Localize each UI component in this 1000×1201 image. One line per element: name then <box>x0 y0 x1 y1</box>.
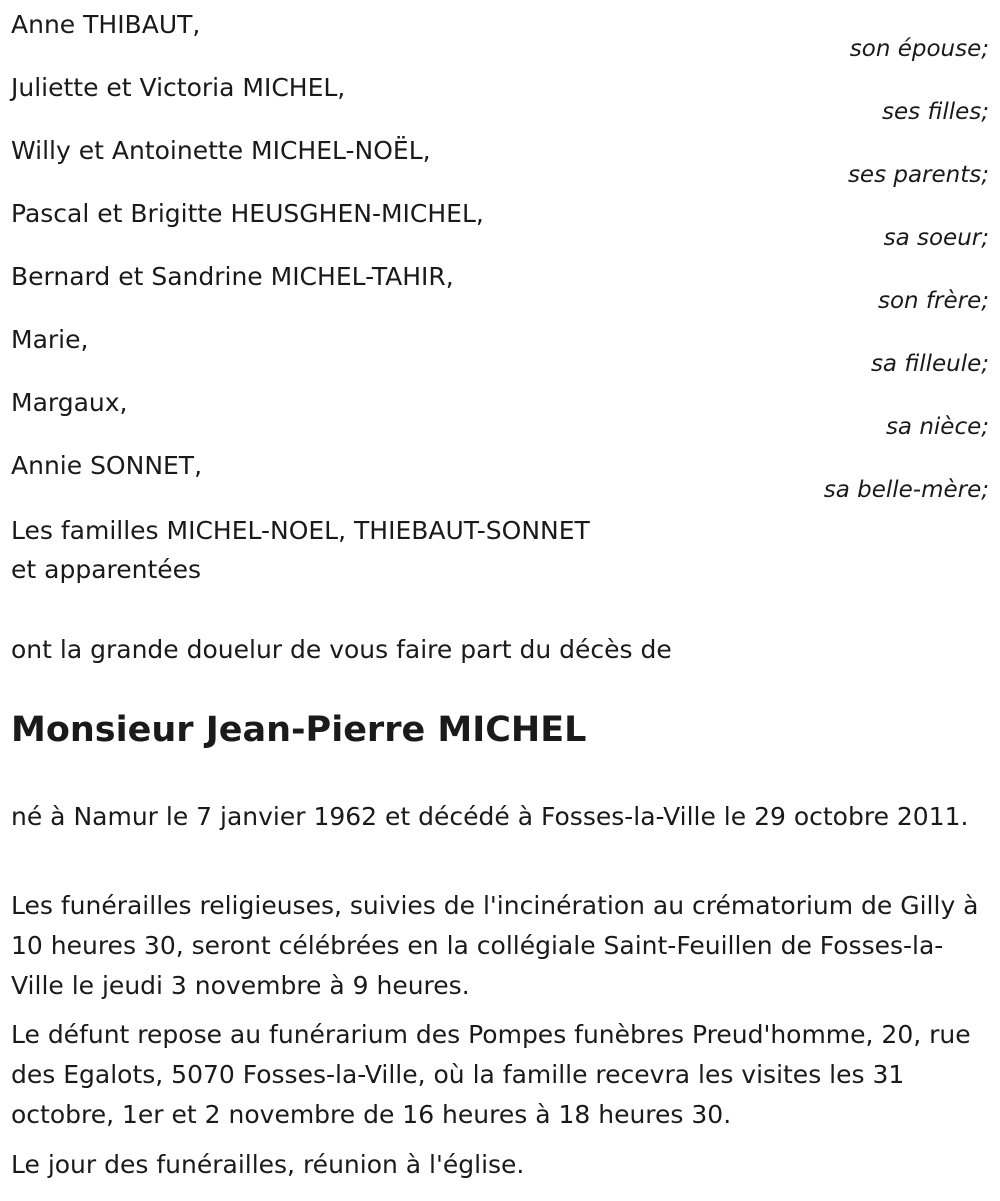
family-relation: sa belle-mère; <box>823 477 989 503</box>
family-entry <box>11 63 989 126</box>
family-relation: ses parents; <box>847 162 989 188</box>
family-member-name: Annie SONNET, <box>11 451 203 480</box>
family-relation: sa filleule; <box>870 351 989 377</box>
birth-death-paragraph: né à Namur le 7 janvier 1962 et décédé à Fosses-la-Ville le 29 octobre 2011. <box>11 802 969 831</box>
family-relation: ses filles; <box>882 99 989 125</box>
obituary-notice <box>11 0 989 1179</box>
repose-paragraph: Le défunt repose au funérarium des Pompes funèbres Preud'homme, 20, rue des Egalots, 5070 Fosses-la-Ville, où la famille recevra les visites les 31 octobre, 1er et 2 novembre de 16 heures à 18 heures 30. <box>11 1020 971 1129</box>
family-member-name: Juliette et Victoria MICHEL, <box>11 73 346 102</box>
families-line: et apparentées <box>11 555 202 584</box>
family-relation: son frère; <box>877 288 989 314</box>
funeral-paragraph: Les funérailles religieuses, suivies de l'incinération au crématorium de Gilly à 10 heures 30, seront célébrées en la collégiale Saint-Feuillen de Fosses-la-Ville le jeudi 3 novembre à 9 heures. <box>11 891 979 1000</box>
family-relation: sa soeur; <box>883 225 989 251</box>
family-member-name: Bernard et Sandrine MICHEL-TAHIR, <box>11 262 454 291</box>
family-member-name: Anne THIBAUT, <box>11 10 201 39</box>
family-member-name: Pascal et Brigitte HEUSGHEN-MICHEL, <box>11 199 484 228</box>
family-entry <box>11 252 989 315</box>
family-member-name: Marie, <box>11 325 89 354</box>
extended-families <box>11 511 590 589</box>
family-entry <box>11 378 989 441</box>
family-entry <box>11 126 989 189</box>
family-entry <box>11 315 989 378</box>
announcement-text: ont la grande douelur de vous faire part du décès de <box>11 635 672 664</box>
family-list <box>11 0 989 504</box>
family-member-name: Margaux, <box>11 388 128 417</box>
family-entry <box>11 441 989 504</box>
family-entry <box>11 189 989 252</box>
family-member-name: Willy et Antoinette MICHEL-NOËL, <box>11 136 431 165</box>
family-relation: son épouse; <box>849 36 989 62</box>
family-relation: sa nièce; <box>885 414 989 440</box>
families-line: Les familles MICHEL-NOEL, THIEBAUT-SONNET <box>11 516 590 545</box>
meeting-paragraph: Le jour des funérailles, réunion à l'église. <box>11 1150 525 1179</box>
deceased-name: Monsieur Jean-Pierre MICHEL <box>11 710 587 750</box>
family-entry <box>11 0 989 63</box>
